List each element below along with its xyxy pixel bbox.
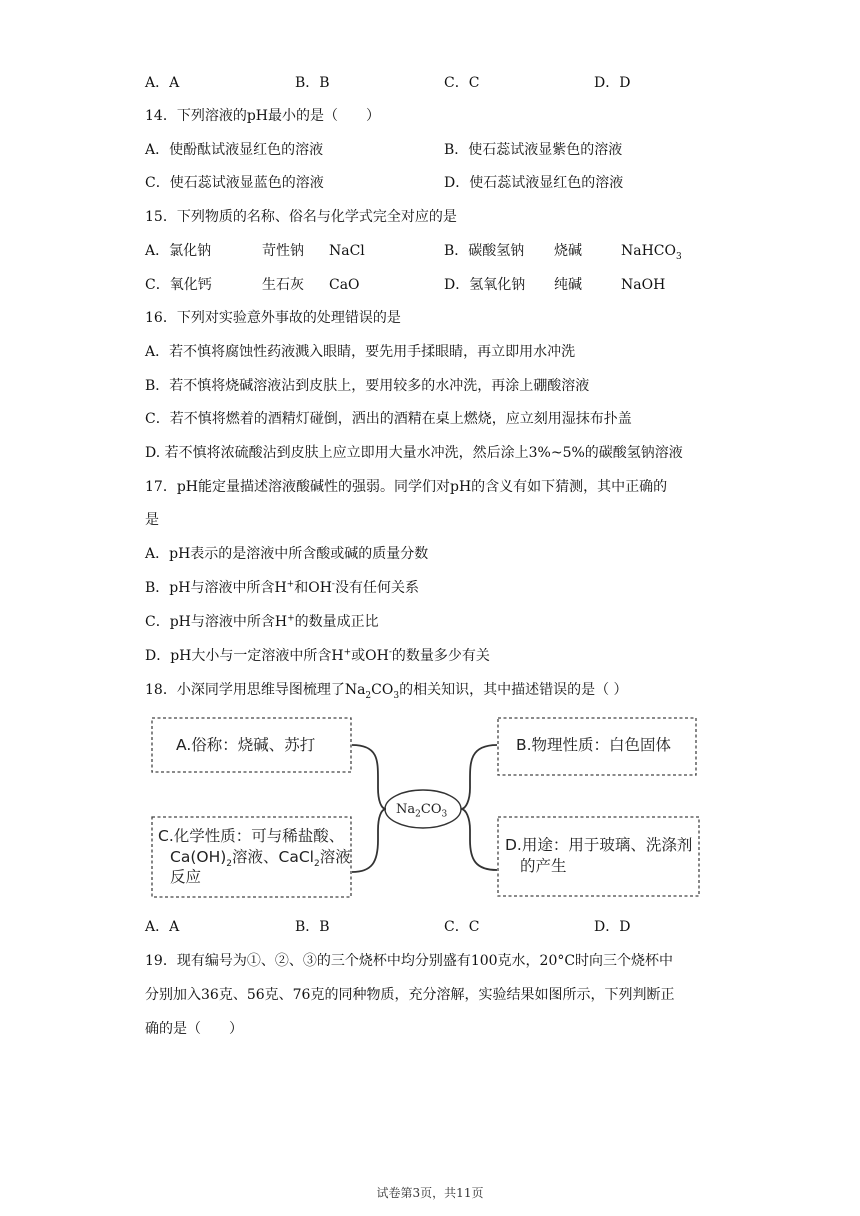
q14-option-b: B．使石蕊试液显紫色的溶液 (444, 142, 623, 158)
q14-option-a: A．使酚酞试液显红色的溶液 (145, 142, 324, 158)
q15-option-d-alias: 纯碱 (554, 277, 582, 293)
box-c-line2: $Ca(OH)_2$溶液、CaCl$_2$溶液 (170, 848, 351, 870)
q15-option-d-formula: NaOH (621, 277, 666, 293)
q17-stem-line1: 17．pH能定量描述溶液酸碱性的强弱。同学们对pH的含义有如下猜测，其中正确的 (145, 479, 668, 495)
q15-stem: 15．下列物质的名称、俗名与化学式完全对应的是 (145, 209, 457, 225)
q18-option-a: A．A (145, 919, 180, 935)
q17-option-d: D．pH大小与一定溶液中所含H+或OH-的数量多少有关 (145, 647, 490, 664)
box-b-text: B.物理性质：白色固体 (516, 736, 672, 754)
left-brace (352, 745, 386, 872)
q19-stem-line2: 分别加入36克、56克、76克的同种物质，充分溶解，实验结果如图所示，下列判断正 (145, 987, 675, 1003)
q18-option-c: C．C (444, 919, 480, 935)
q17-option-a: A．pH表示的是溶液中所含酸或碱的质量分数 (145, 546, 429, 562)
q16-option-a: A．若不慎将腐蚀性药液溅入眼睛，要先用手揉眼睛，再立即用水冲洗 (145, 344, 576, 360)
page-footer: 试卷第3页，共11页 (376, 1186, 484, 1200)
box-d-line1: D.用途：用于玻璃、洗涤剂 (505, 836, 693, 854)
q15-option-c-label: C．氧化钙 (145, 277, 212, 293)
q17-stem-line2: 是 (145, 512, 159, 528)
q15-option-c-formula: CaO (329, 277, 360, 293)
center-node-label: $Na_2CO_3$ (396, 802, 448, 820)
q15-option-c-alias: 生石灰 (262, 277, 304, 293)
q15-option-a-alias: 苛性钠 (262, 243, 304, 259)
q13-option-c: C．C (444, 75, 480, 91)
q17-option-c: C．pH与溶液中所含H+的数量成正比 (145, 613, 379, 630)
q16-option-c: C．若不慎将燃着的酒精灯碰倒，洒出的酒精在桌上燃烧，应立刻用湿抹布扑盖 (145, 411, 632, 427)
q15-option-a-formula: NaCl (329, 243, 365, 259)
q19-stem-line1: 19．现有编号为①、②、③的三个烧杯中均分别盛有100克水，20°C时向三个烧杯中 (145, 953, 674, 969)
box-a-text: A.俗称：烧碱、苏打 (176, 736, 316, 754)
right-brace (461, 745, 497, 870)
q14-stem: 14．下列溶液的pH最小的是（ ） (145, 108, 380, 124)
q19-stem-line3: 确的是（ ） (145, 1021, 243, 1037)
q18-stem: 18．小深同学用思维导图梳理了$Na_2CO_3$的相关知识，其中描述错误的是（ ） (145, 682, 628, 701)
q18-option-d: D．D (594, 919, 631, 935)
q16-stem: 16．下列对实验意外事故的处理错误的是 (145, 310, 401, 326)
q16-option-b: B．若不慎将烧碱溶液沾到皮肤上，要用较多的水冲洗，再涂上硼酸溶液 (145, 378, 590, 394)
q13-option-b: B．B (295, 75, 330, 91)
q17-option-b: B．pH与溶液中所含H+和OH-没有任何关系 (145, 579, 419, 596)
q14-option-d: D．使石蕊试液显红色的溶液 (444, 175, 624, 191)
q15-option-d-label: D．氢氧化钠 (444, 277, 526, 293)
box-d-line2: 的产生 (520, 857, 567, 875)
q14-option-c: C．使石蕊试液显蓝色的溶液 (145, 175, 324, 191)
q15-option-b-alias: 烧碱 (554, 243, 582, 259)
q18-option-b: B．B (295, 919, 330, 935)
q13-option-d: D．D (594, 75, 631, 91)
q15-option-a-label: A．氯化钠 (145, 243, 212, 259)
q16-option-d: D. 若不慎将浓硫酸沾到皮肤上应立即用大量水冲洗，然后涂上3%~5%的碳酸氢钠溶液 (145, 445, 683, 461)
q13-option-a: A．A (145, 75, 180, 91)
box-c-line1: C.化学性质：可与稀盐酸、 (158, 827, 345, 845)
q15-option-b-formula: NaHCO$_3$ (621, 243, 682, 262)
q15-option-b-label: B．碳酸氢钠 (444, 243, 525, 259)
box-c-line3: 反应 (170, 868, 202, 886)
